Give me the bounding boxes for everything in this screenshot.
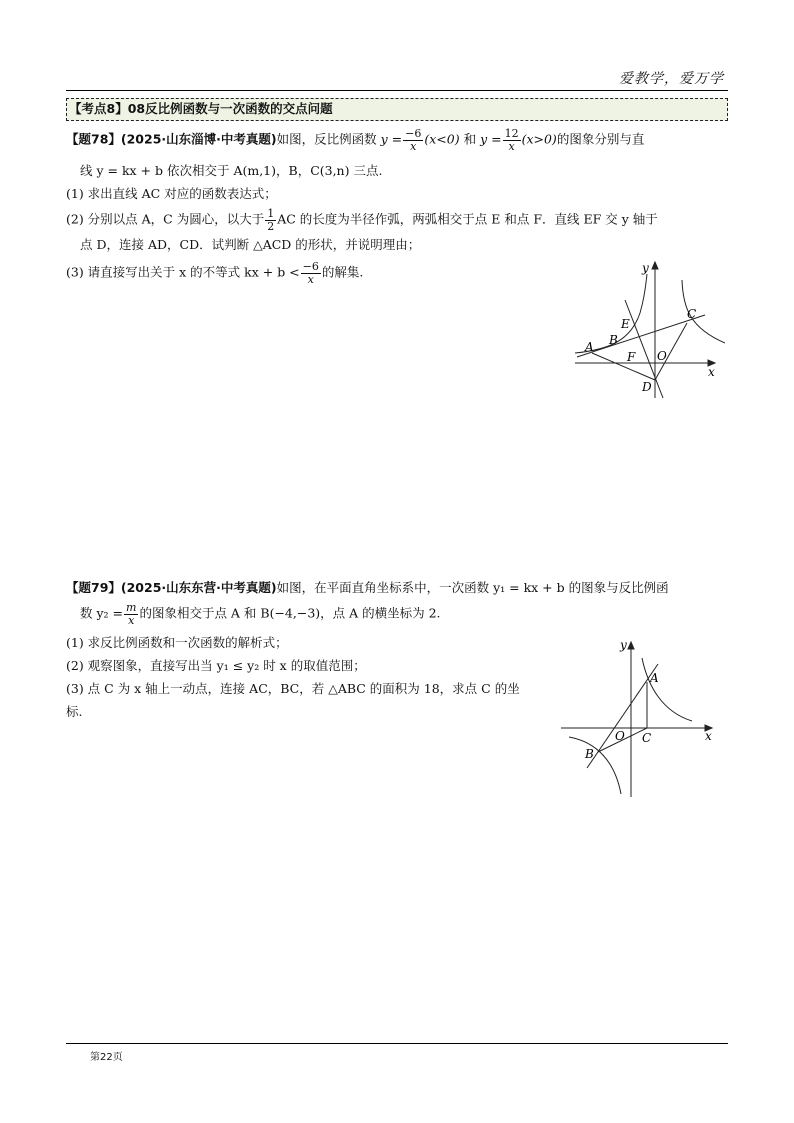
q79-part-2: (2) 观察图象，直接写出当 y₁ ≤ y₂ 时 x 的取值范围； (66, 658, 366, 673)
footer-rule (66, 1043, 728, 1044)
svg-text:y: y (620, 638, 627, 652)
svg-text:x: x (705, 729, 712, 743)
section-title-box (66, 98, 728, 121)
q78-part-1: (1) 求出直线 AC 对应的函数表达式； (66, 186, 277, 201)
q79-part-3-cont: 标. (66, 704, 83, 719)
hyperbola-first-quadrant (642, 658, 692, 721)
q78-tag: 【题78】(2025·山东淄博·中考真题) (66, 131, 277, 147)
segment-AD (592, 353, 655, 380)
svg-text:A: A (585, 340, 594, 354)
hyperbola-third-quadrant (569, 737, 621, 794)
svg-text:A: A (650, 671, 659, 685)
svg-text:x: x (708, 365, 715, 379)
svg-text:C: C (642, 731, 652, 745)
svg-text:D: D (642, 380, 652, 394)
q78-part-2-cont: 点 D，连接 AD，CD．试判断 △ACD 的形状，并说明理由； (80, 237, 421, 252)
q79-figure (555, 632, 725, 800)
fraction-12-over-x: $\frac{12}{x}$ (504, 127, 519, 153)
q79-part-3: (3) 点 C 为 x 轴上一动点，连接 AC，BC，若 △ABC 的面积为 18，求点 C 的坐 (66, 681, 520, 696)
svg-text:F: F (627, 350, 636, 364)
svg-text:B: B (609, 333, 618, 347)
svg-text:B: B (585, 747, 594, 761)
q78-part-2: (2) 分别以点 A，C 为圆心，以大于 $\frac{1}{2}$ AC 的长度为半径作弧，两弧相交于点 E 和点 F．直线 EF 交 y 轴于 (66, 207, 658, 233)
line-AC (577, 315, 705, 357)
q79-line-1: 【题79】(2025·山东东营·中考真题)如图，在平面直角坐标系中，一次函数 y₁ = kx + b 的图象与反比例函 (66, 580, 669, 595)
fraction-neg6-over-x-2: $\frac{-6}{x}$ (302, 260, 319, 286)
q78-line-1: 【题78】(2025·山东淄博·中考真题)如图，反比例函数 y = $\frac{-6}{x}$ (x<0) 和 y = $\frac{12}{x}$ (x>0)的图象分别与直 (66, 127, 645, 153)
q78-line-2: 线 y = kx + b 依次相交于 A(m,1)，B，C(3,n) 三点. (80, 163, 383, 178)
header-slogan: 爱教学，爱万学 (619, 71, 724, 87)
svg-text:C: C (687, 307, 697, 321)
q79-part-1: (1) 求反比例函数和一次函数的解析式； (66, 635, 288, 650)
svg-text:y: y (642, 261, 649, 275)
svg-text:O: O (657, 349, 667, 363)
svg-text:E: E (621, 317, 630, 331)
page-number: 第22页 (90, 1052, 123, 1063)
section-title: 【考点8】08反比例函数与一次函数的交点问题 (69, 101, 333, 116)
fraction-half: $\frac{1}{2}$ (267, 207, 275, 233)
q79-line-2: 数 y₂ = $\frac{m}{x}$ 的图象相交于点 A 和 B(−4,−3)，点 A 的横坐标为 2. (80, 601, 441, 627)
header-rule (66, 90, 728, 91)
q78-figure (565, 258, 725, 403)
fraction-m-over-x: $\frac{m}{x}$ (126, 601, 137, 627)
fraction-neg6-over-x: $\frac{-6}{x}$ (405, 127, 422, 153)
svg-text:O: O (615, 729, 625, 743)
q78-part-3: (3) 请直接写出关于 x 的不等式 kx + b < $\frac{-6}{x}$ 的解集. (66, 260, 364, 286)
q79-tag: 【题79】(2025·山东东营·中考真题) (66, 580, 277, 595)
